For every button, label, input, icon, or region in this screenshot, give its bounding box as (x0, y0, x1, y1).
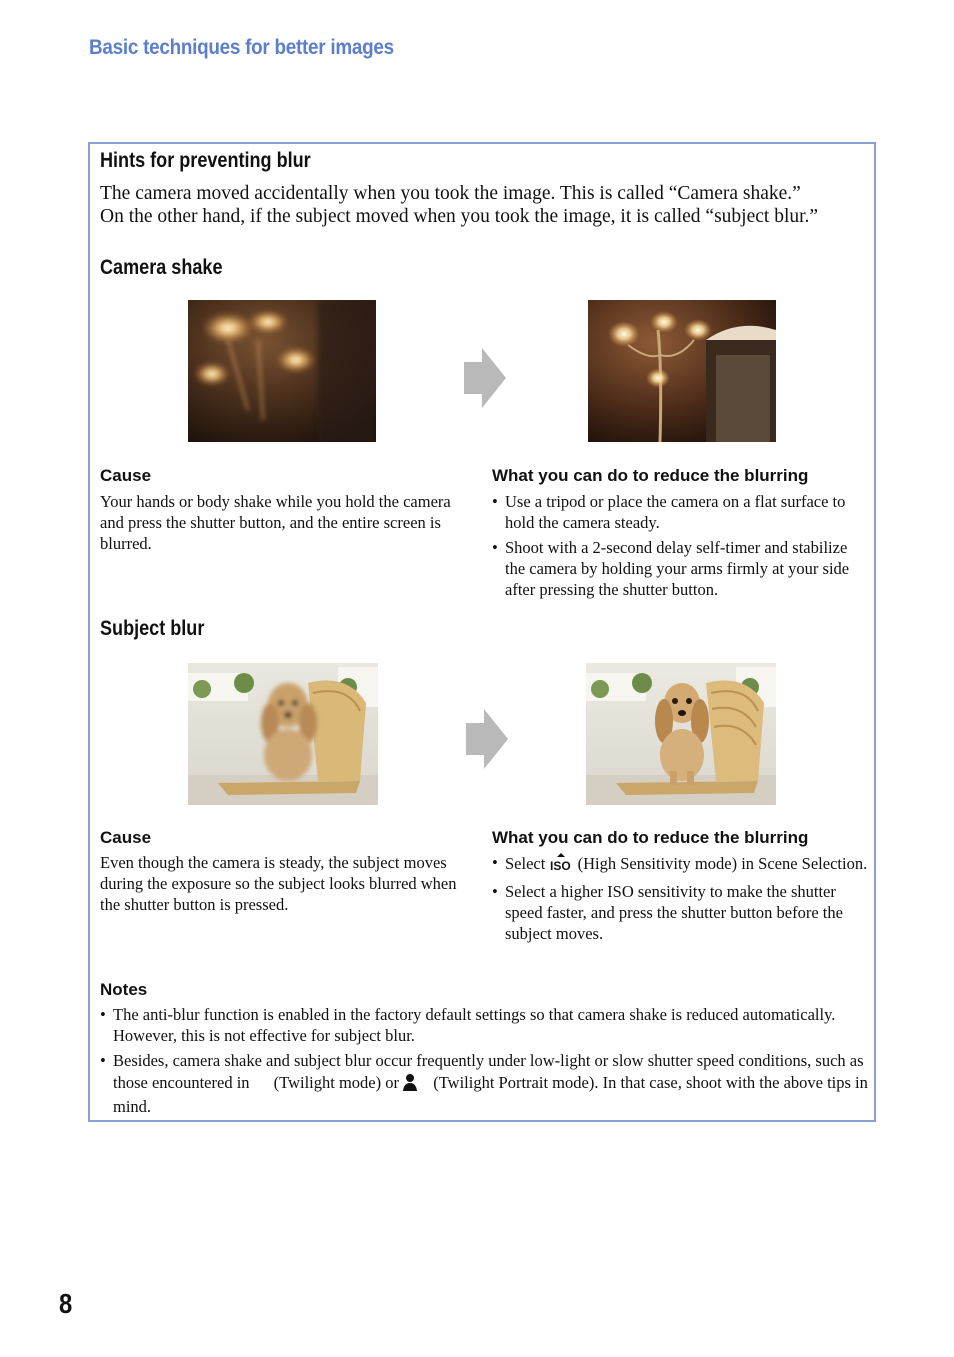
subject-blur-remedy-list (492, 852, 868, 948)
hints-intro-line2: On the other hand, if the subject moved when you took the image, it is called “subject blur.” (100, 206, 819, 227)
sharp-lamp-image (588, 300, 776, 442)
camera-shake-blurred-photo (188, 300, 376, 442)
camera-shake-cause-heading: Cause (100, 466, 152, 485)
note2-part2: (Twilight mode) or (273, 1073, 399, 1092)
list-item: • Use a tripod or place the camera on a flat surface to hold the camera steady. (492, 492, 846, 532)
list-item: • Select a higher ISO sensitivity to make the shutter speed faster, and press the shutter button before the subject moves. (492, 882, 843, 943)
subject-blur-heading: Subject blur (100, 617, 205, 640)
notes-heading: Notes (100, 980, 148, 999)
camera-shake-sharp-photo (588, 300, 776, 442)
list-item: • The anti-blur function is enabled in the factory default settings so that camera shake is reduced automatically. However, this is not effective for subject blur. (100, 1005, 836, 1045)
svg-text:ISO: ISO (550, 859, 572, 872)
subject-blur-remedy-heading: What you can do to reduce the blurring (492, 828, 809, 847)
hints-intro (100, 182, 870, 228)
hints-title: Hints for preventing blur (100, 149, 311, 172)
right-arrow-icon (466, 709, 508, 774)
camera-shake-cause-text: Your hands or body shake while you hold the camera and press the shutter button, and the entire screen is blurred. (100, 492, 451, 553)
note2-part3: (Twilight Portrait mode). In that case, shoot with the above tips in mind. (113, 1073, 868, 1116)
subject-blur-cause-text: Even though the camera is steady, the subject moves during the exposure so the subject looks blurred when the shutter button is pressed. (100, 853, 457, 914)
list-item: • Shoot with a 2-second delay self-timer and stabilize the camera by holding your arms firmly at your side after pressing the shutter button. (492, 538, 850, 599)
blurred-lamp-image (188, 300, 376, 442)
sharp-dog-image (586, 663, 776, 805)
note2-part1: Besides, camera shake and subject blur occur frequently under low-light or slow shutter speed conditions, such as those encountered in (113, 1051, 864, 1092)
portrait-moon-icon (403, 1071, 429, 1096)
hints-box (88, 142, 876, 1122)
camera-shake-heading: Camera shake (100, 256, 223, 279)
subject-blur-blurred-photo (188, 663, 378, 805)
camera-shake-remedy-heading: What you can do to reduce the blurring (492, 466, 809, 485)
camera-shake-remedy-list (492, 491, 868, 604)
list-item: • Select ISO (High Sensitivity mode) in Scene Selection. (492, 852, 868, 877)
list-item: • Besides, camera shake and subject blur occur frequently under low-light or slow shutter speed conditions, such as those encountered in (Twilight mode) or (Twilight Portrait mode). In that case, shoot with the above tips in mind. (100, 1051, 868, 1116)
page-number: 8 (59, 1288, 73, 1319)
moon-icon (254, 1071, 274, 1096)
remedy1-after: (High Sensitivity mode) in Scene Selection. (577, 854, 868, 873)
subject-blur-cause-heading: Cause (100, 828, 152, 847)
notes-list (100, 1004, 868, 1121)
remedy1-before: Select (505, 854, 546, 873)
iso-high-sensitivity-icon (549, 852, 573, 877)
subject-blur-sharp-photo (586, 663, 776, 805)
hints-intro-line1: The camera moved accidentally when you took the image. This is called “Camera shake.” (100, 183, 801, 204)
running-head: Basic techniques for better images (89, 36, 394, 59)
blurred-dog-image (188, 663, 378, 805)
right-arrow-icon (464, 348, 506, 413)
